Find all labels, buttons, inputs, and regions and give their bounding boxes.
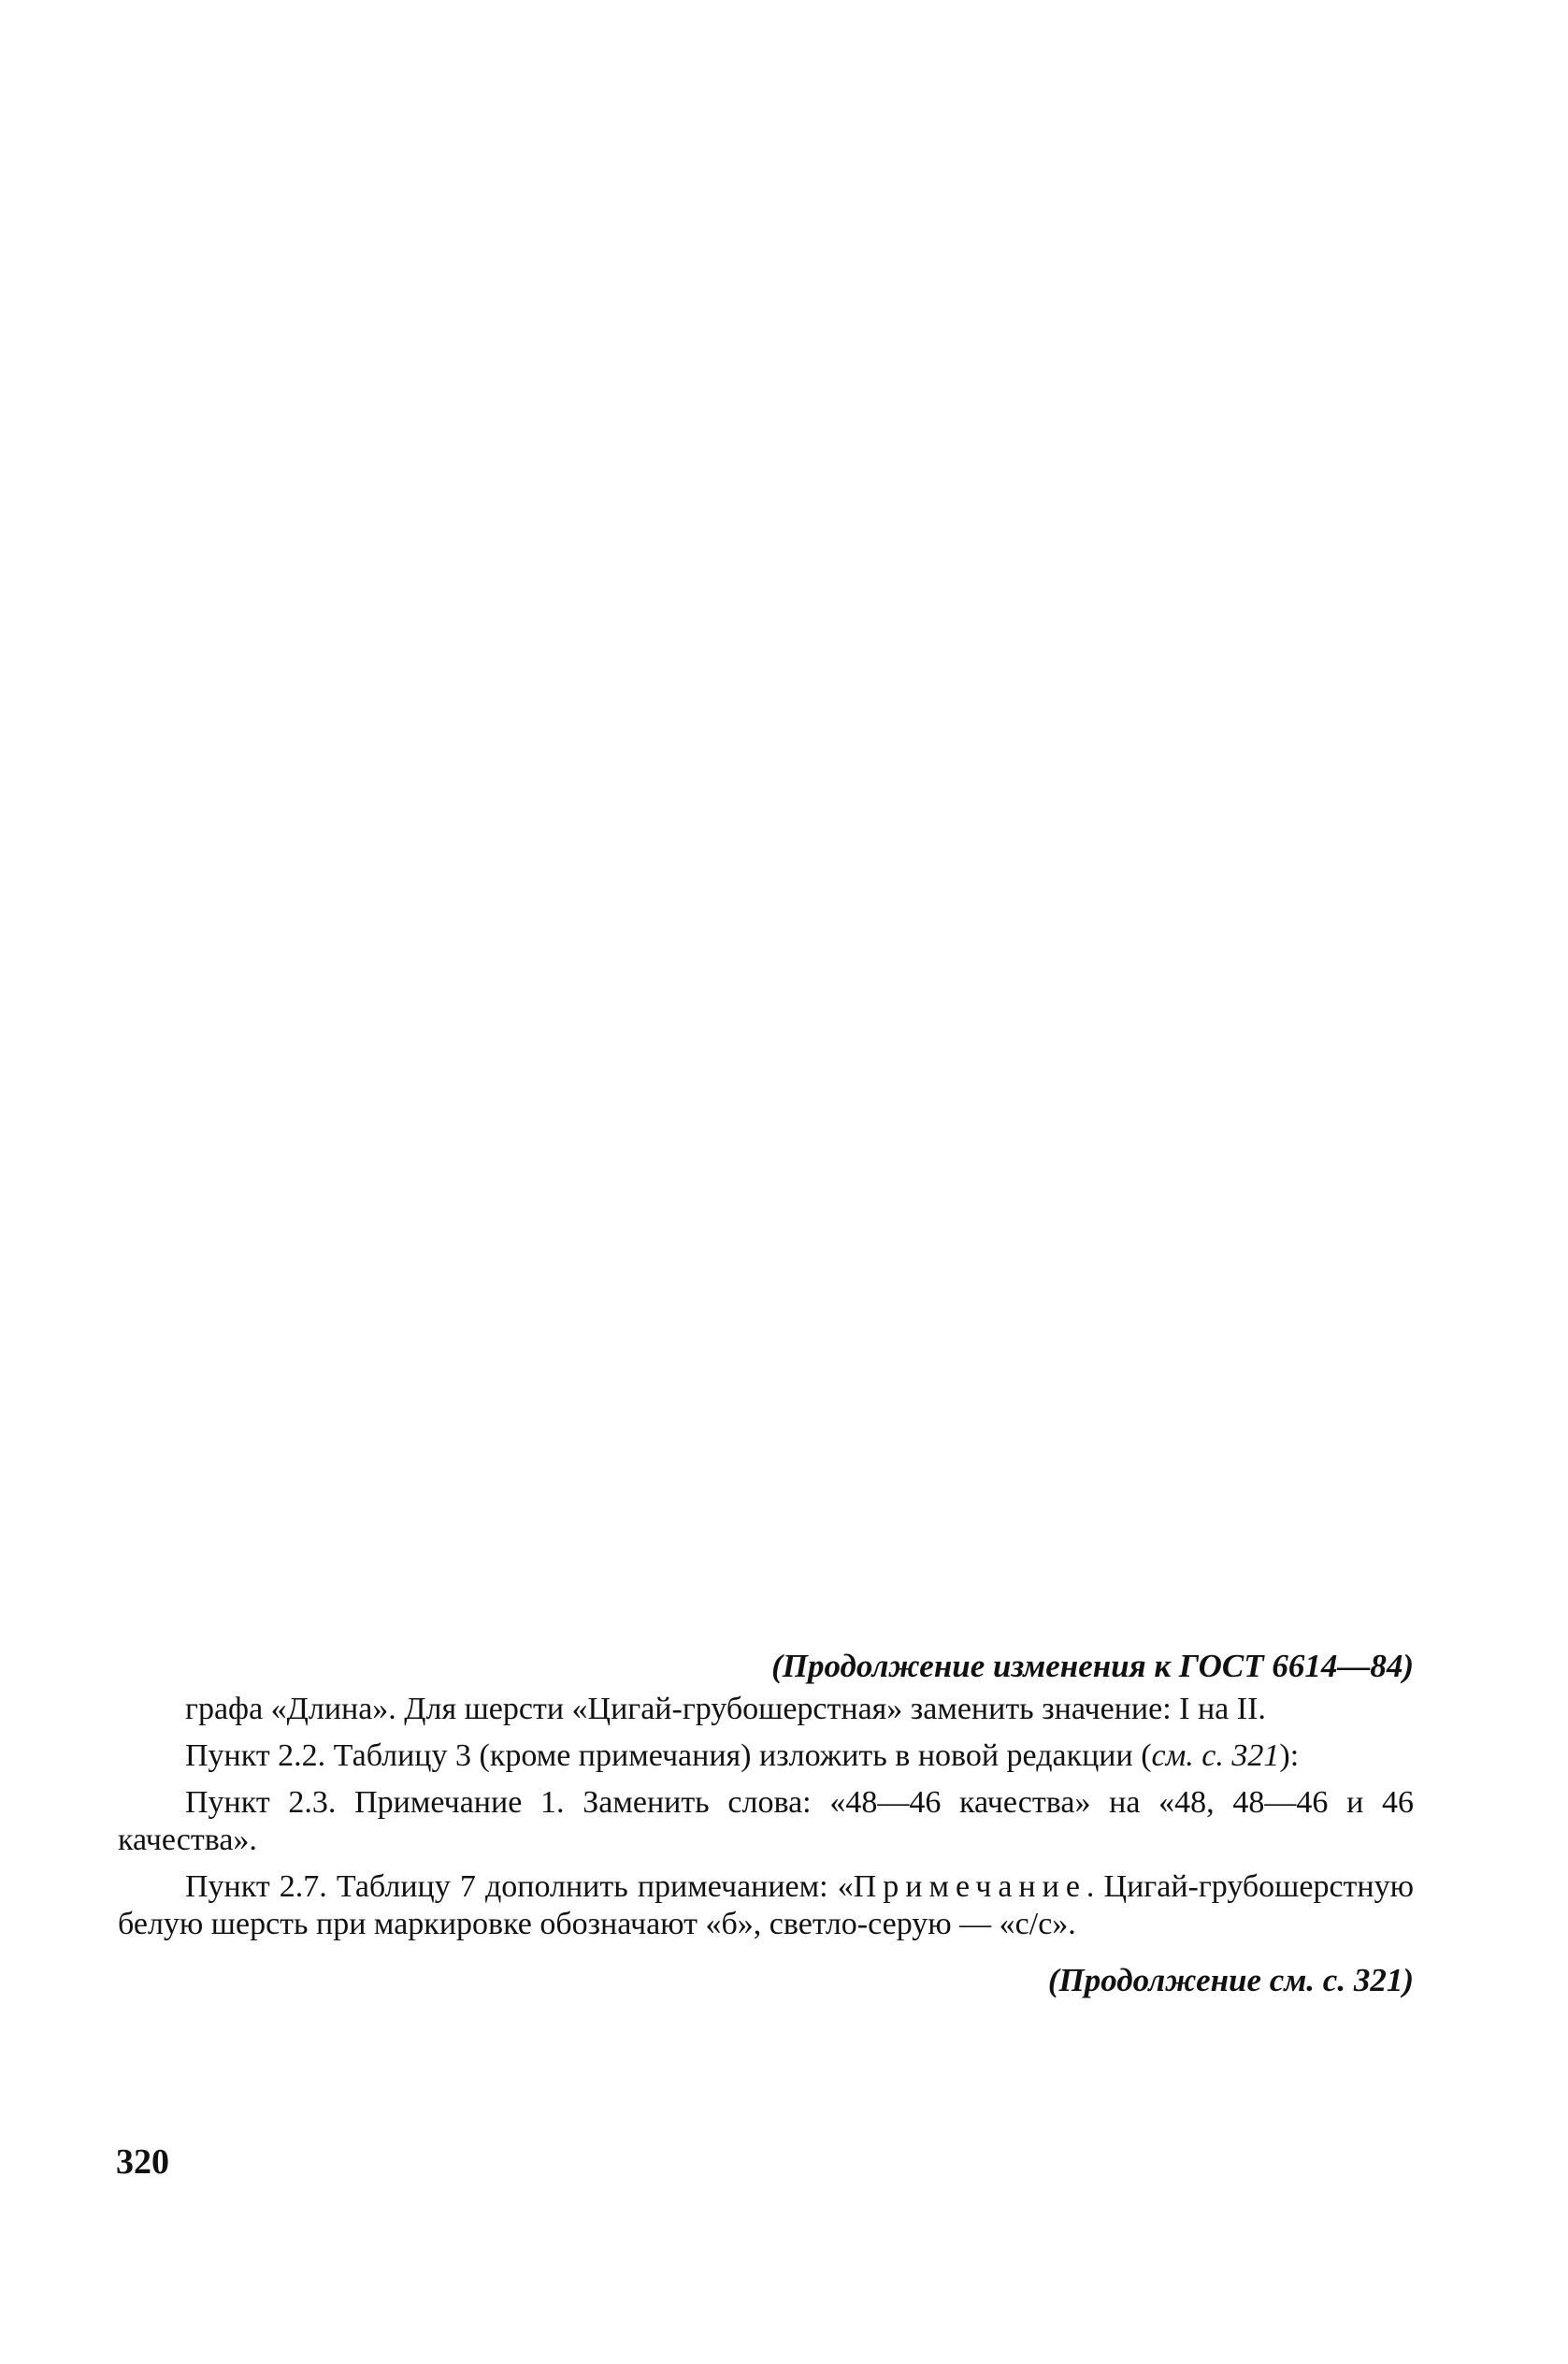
continuation-footer: (Продолжение см. с. 321): [1047, 1962, 1414, 1998]
paragraph-grafa-dlina: графа «Длина». Для шерсти «Цигай-грубошерстная» заменить значение: I на II.: [185, 1692, 1266, 1726]
page-number: 320: [116, 2142, 169, 2182]
note-word-primechanie: Примечание: [853, 1869, 1086, 1904]
continuation-header: (Продолжение изменения к ГОСТ 6614—84): [771, 1648, 1414, 1684]
paragraph-punkt-2-7: [118, 1868, 1414, 1943]
page-reference: см. с. 321: [1151, 1738, 1280, 1773]
paragraph-punkt-2-2-text: Пункт 2.2. Таблицу 3 (кроме примечания) изложить в новой редакции (: [185, 1738, 1152, 1773]
paragraph-punkt-2-2: [118, 1737, 1414, 1775]
text-block: [118, 1648, 1414, 1999]
paragraph-punkt-2-7-text: Пункт 2.7. Таблицу 7 дополнить примечанием: «: [185, 1869, 854, 1904]
paragraph-punkt-2-7-end: . Цигай-грубошерстную белую шерсть при маркировке обозначают «б», светло-серую — «с/с».: [118, 1869, 1415, 1941]
paragraph-punkt-2-3: Пункт 2.3. Примечание 1. Заменить слова: «48—46 качества» на «48, 48—46 и 46 качества».: [118, 1785, 1414, 1857]
paragraph-punkt-2-2-end: ):: [1279, 1738, 1300, 1773]
